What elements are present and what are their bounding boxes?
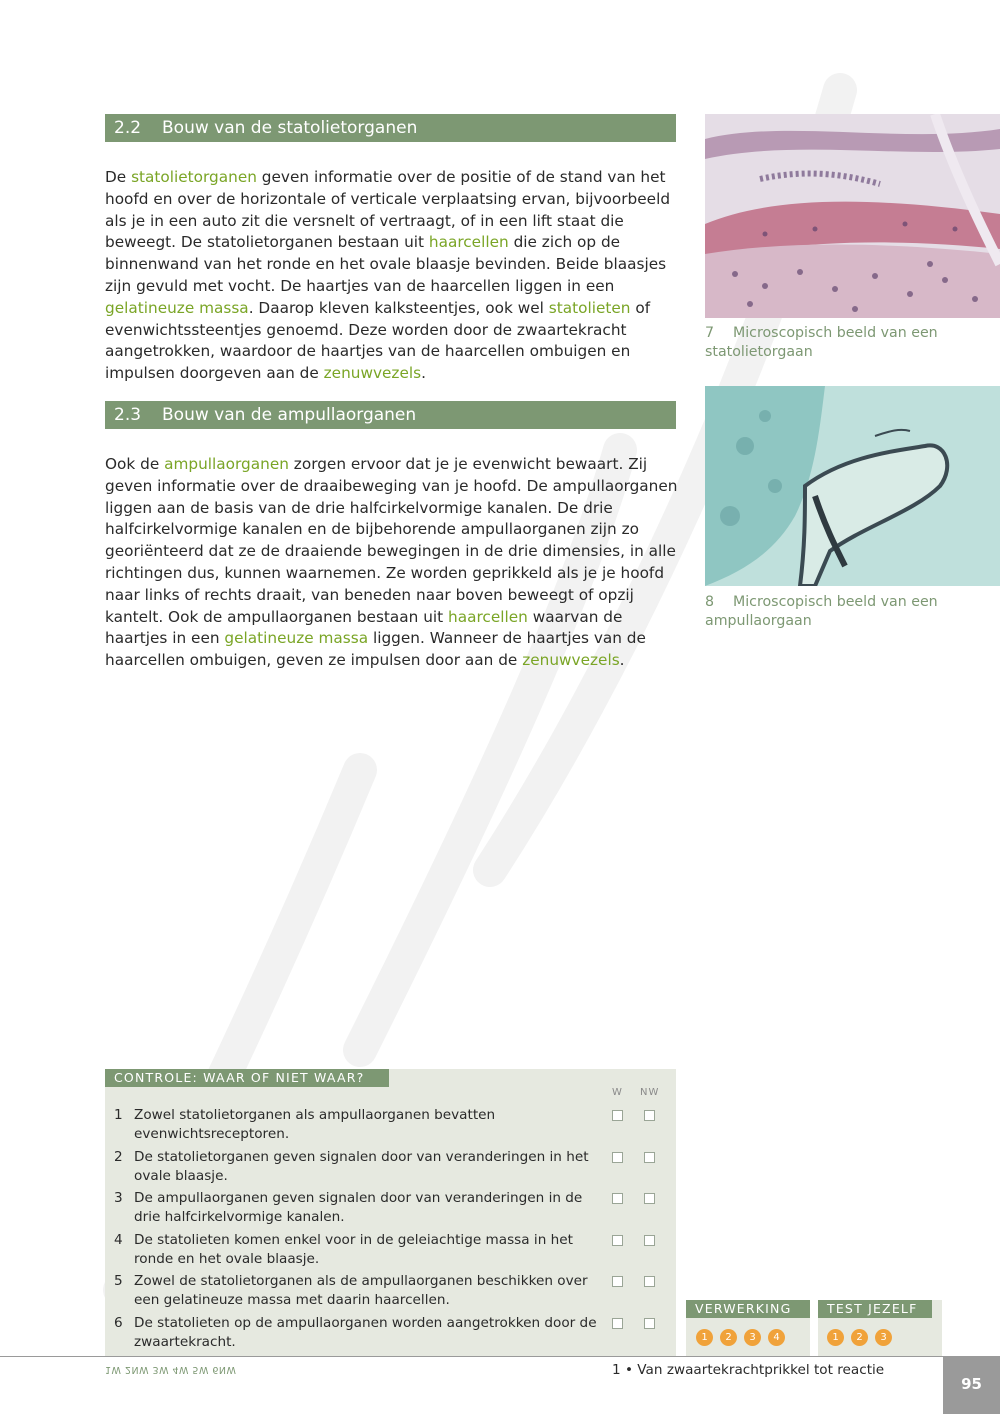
verwerking-item-4[interactable]: 4 [768,1329,785,1346]
checkbox-niet-waar[interactable] [644,1193,655,1204]
column-header-nw: NW [640,1087,660,1098]
keyword: ampullaorganen [164,455,289,473]
caption-text: Microscopisch beeld van een statolietorgaan [705,325,938,360]
text-run: . [421,364,426,383]
figure-7-caption [705,324,965,362]
section-header-2-3 [105,401,676,429]
checkbox-niet-waar[interactable] [644,1318,655,1329]
checkbox-waar[interactable] [612,1152,623,1163]
controle-title: CONTROLE: WAAR OF NIET WAAR? [105,1069,389,1087]
keyword: haarcellen [428,233,509,252]
text-run: De [105,168,132,186]
keyword: zenuwvezels [522,651,620,670]
figure-number: 7 [705,325,715,341]
text-run: zorgen ervoor dat je je evenwicht bewaart. Zij geven informatie over de draaibeweging van je hoofd. De ampullaorganen liggen aan de basis van de drie halfcirkelvormige kanalen. De drie halfcirkelvormige kanalen en de bijbehorende ampullaorganen zijn zo georiënteerd dat ze de draaiende bewegingen in de drie dimensies, in alle richtingen dus, kunnen waarnemen. Ze worden geprikkeld als je je hoofd naar links of rechts draait, van beneden naar boven beweegt of opzij kantelt. Ook de ampullaorganen bestaan uit [105,455,678,626]
question-item [114,1272,604,1309]
paragraph-statolietorganen [105,167,683,385]
keyword: statolietorganen [131,168,257,186]
question-text: De statolietorganen geven signalen door van veranderingen in het ovale blaasje. [134,1149,589,1184]
verwerking-label: VERWERKING [686,1300,810,1318]
question-number: 5 [114,1273,123,1289]
section-header-2-2 [105,114,676,142]
checkbox-niet-waar[interactable] [644,1276,655,1287]
figure-8-image [705,386,1000,586]
question-number: 1 [114,1107,123,1123]
page-number: 95 [943,1357,1000,1414]
section-title: Bouw van de statolietorganen [162,118,418,138]
text-run: of evenwichtssteentjes genoemd. Deze worden door de zwaartekracht aangetrokken, waardoor de haartjes van de haarcellen ombuigen en impulsen doorgeven aan de [105,298,651,383]
verwerking-item-1[interactable]: 1 [696,1329,713,1346]
question-text: De statolieten op de ampullaorganen worden aangetrokken door de zwaartekracht. [134,1315,597,1350]
question-number: 4 [114,1232,123,1248]
checkbox-waar[interactable] [612,1276,623,1287]
footer-divider [0,1356,1000,1357]
footer-chapter: 1 • Van zwaartekrachtprikkel tot reactie [612,1362,885,1378]
question-item [114,1231,604,1268]
question-text: De ampullaorganen geven signalen door van veranderingen in de drie halfcirkelvormige kanalen. [134,1190,583,1225]
question-number: 3 [114,1190,123,1206]
figure-7-image [705,114,1000,318]
test_jezelf-item-1[interactable]: 1 [827,1329,844,1346]
figure-8-caption [705,593,965,631]
keyword: gelatineuze massa [224,629,369,648]
checkbox-waar[interactable] [612,1110,623,1121]
question-text: De statolieten komen enkel voor in de geleiachtige massa in het ronde en het ovale blaasje. [134,1232,573,1267]
question-item [114,1106,604,1143]
text-run: waarvan de haartjes in een [105,607,623,648]
figure-number: 8 [705,594,715,610]
verwerking-item-2[interactable]: 2 [720,1329,737,1346]
section-number: 2.3 [114,405,142,425]
question-item [114,1314,604,1351]
checkbox-niet-waar[interactable] [644,1235,655,1246]
keyword: gelatineuze massa [105,298,249,317]
text-run: die zich op de binnenwand van het ronde en het ovale blaasje bevinden. Beide blaasjes zijn gevuld met vocht. De haartjes van de haarcellen liggen in een [105,233,667,295]
question-text: Zowel de statolietorganen als de ampullaorganen beschikken over een gelatineuze massa met daarin haarcellen. [134,1273,588,1308]
text-run: . Daarop kleven kalksteentjes, ook wel [248,298,549,317]
checkbox-waar[interactable] [612,1193,623,1204]
verwerking-item-3[interactable]: 3 [744,1329,761,1346]
question-number: 2 [114,1149,123,1165]
test_jezelf-item-3[interactable]: 3 [875,1329,892,1346]
checkbox-niet-waar[interactable] [644,1152,655,1163]
checkbox-niet-waar[interactable] [644,1110,655,1121]
keyword: haarcellen [448,607,528,626]
checkbox-waar[interactable] [612,1318,623,1329]
text-run: Ook de [105,455,165,473]
checkbox-waar[interactable] [612,1235,623,1246]
text-run: . [619,651,625,670]
question-item [114,1189,604,1226]
keyword: statolieten [548,298,631,317]
paragraph-ampullaorganen [105,454,683,672]
column-header-w: W [612,1087,623,1098]
question-text: Zowel statolietorganen als ampullaorganen bevatten evenwichtsreceptoren. [134,1107,496,1142]
text-run: liggen. Wanneer de haartjes van de haarcellen ombuigen, geven ze impulsen door aan de [105,629,646,670]
test_jezelf-item-2[interactable]: 2 [851,1329,868,1346]
keyword: zenuwvezels [323,364,422,383]
question-number: 6 [114,1315,123,1331]
test-jezelf-label: TEST JEZELF [818,1300,932,1318]
section-title: Bouw van de ampullaorganen [162,405,417,425]
section-number: 2.2 [114,118,142,138]
text-run: geven informatie over de positie of de stand van het hoofd en over de horizontale of verticale verplaatsing ervan, bijvoorbeeld als je in een auto zit die versnelt of vertraagt, of in een lift staat die beweegt. De statolietorganen bestaan uit [105,168,671,252]
footer-levels: 1W 2NW 3W 4W 5W 6NW [105,1364,237,1375]
question-item [114,1148,604,1185]
caption-text: Microscopisch beeld van een ampullaorgaan [705,594,938,629]
